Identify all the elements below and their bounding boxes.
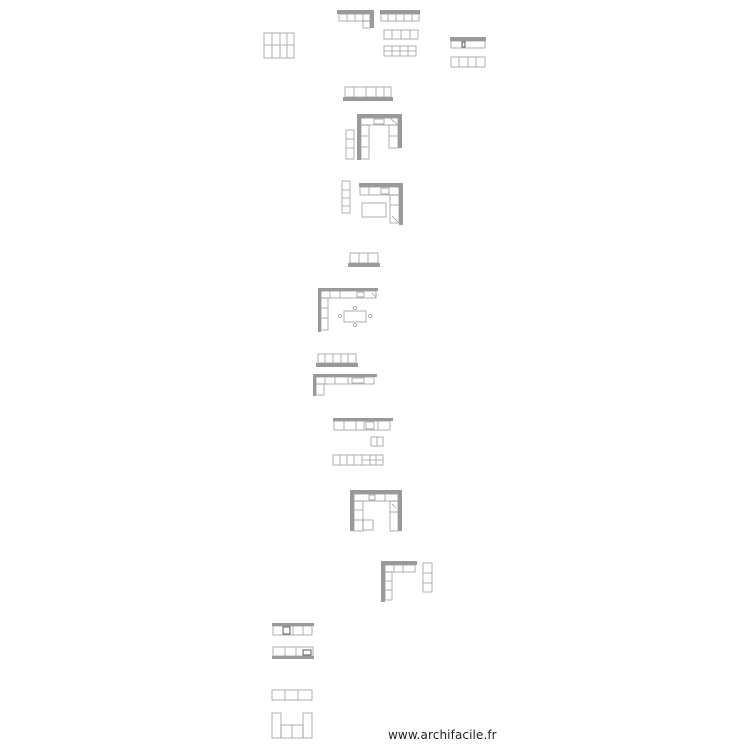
- kitchen-layout-10: [316, 354, 358, 367]
- kitchen-layout-1: [337, 10, 374, 28]
- kitchen-layout-14: [381, 561, 432, 602]
- kitchen-layout-11: [313, 374, 377, 396]
- kitchen-layout-18: [272, 713, 312, 738]
- kitchen-layout-17: [272, 690, 312, 700]
- kitchen-layout-15: [272, 623, 314, 635]
- kitchen-layout-6: [346, 114, 402, 160]
- kitchen-layout-8: [348, 253, 380, 267]
- kitchen-layout-3: [264, 33, 294, 58]
- kitchen-layout-12: [333, 418, 393, 465]
- kitchen-layout-5: [343, 87, 393, 101]
- watermark-text: www.archifacile.fr: [388, 728, 497, 742]
- kitchen-layout-2: [380, 10, 420, 56]
- kitchen-layout-4: [450, 37, 486, 67]
- kitchen-layout-13: [350, 490, 402, 531]
- kitchen-layout-16: [272, 647, 314, 659]
- kitchen-layout-7: [342, 181, 403, 225]
- kitchen-layout-9: [318, 288, 378, 332]
